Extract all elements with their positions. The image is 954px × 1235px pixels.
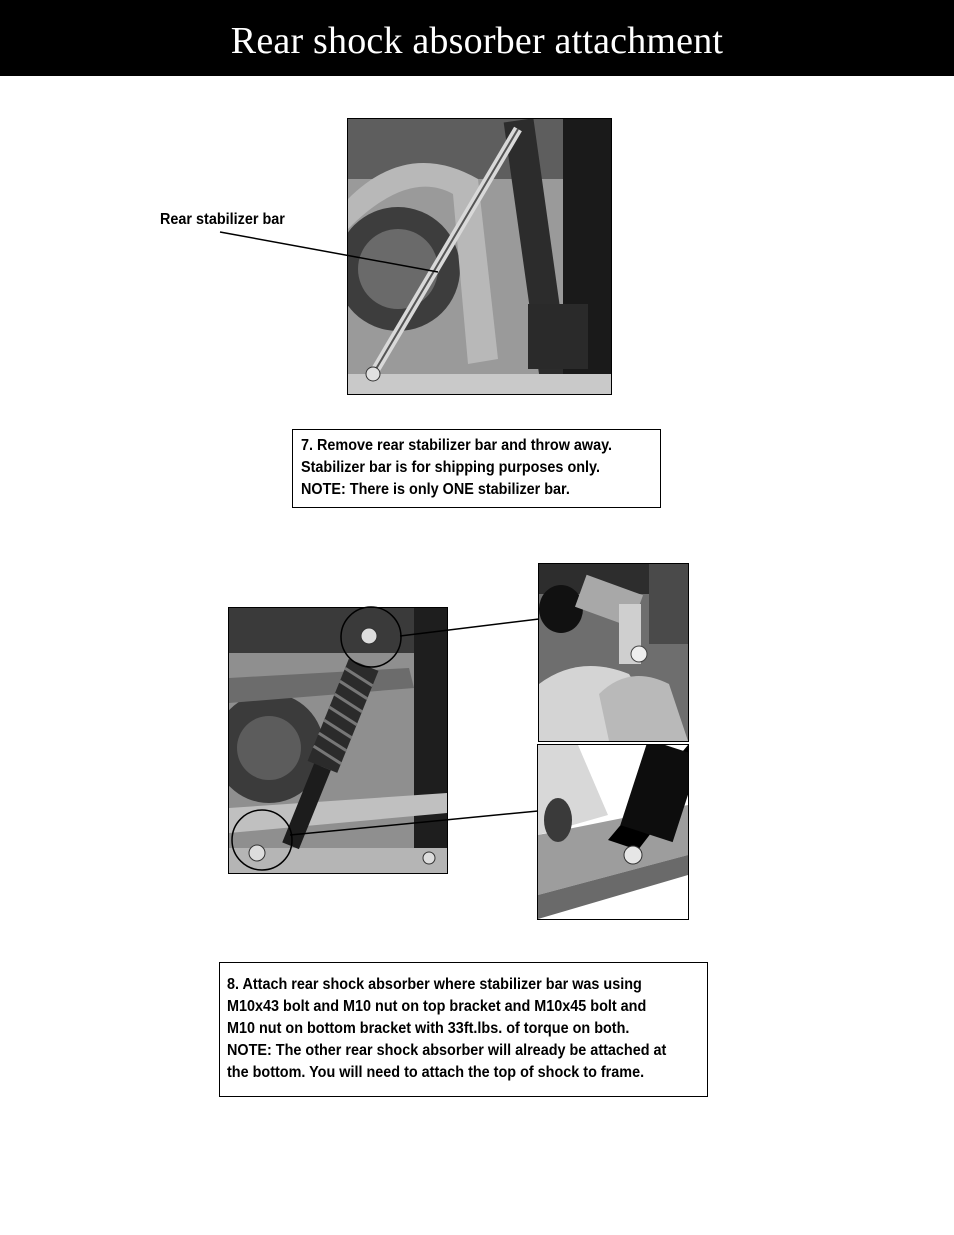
step8-line: M10x43 bolt and M10 nut on top bracket and M10x45 bolt and [227,998,647,1015]
step7-line: 7. Remove rear stabilizer bar and throw away. [301,437,613,454]
step7-line: NOTE: There is only ONE stabilizer bar. [301,481,570,498]
page-header [0,0,954,76]
top-bracket-closeup-photo [538,563,689,742]
shock-absorber-photo [228,607,448,874]
step8-line: the bottom. You will need to attach the top of shock to frame. [227,1064,645,1081]
step8-instructions [219,962,708,1097]
bottom-bracket-closeup-photo [537,744,689,920]
step7-instructions [292,429,661,508]
step8-line: NOTE: The other rear shock absorber will already be attached at [227,1042,667,1059]
step7-line: Stabilizer bar is for shipping purposes only. [301,459,600,476]
stabilizer-bar-photo [347,118,612,395]
step8-line: 8. Attach rear shock absorber where stabilizer bar was using [227,976,642,993]
step8-line: M10 nut on bottom bracket with 33ft.lbs. of torque on both. [227,1020,630,1037]
rear-stabilizer-bar-label: Rear stabilizer bar [160,211,285,228]
page-title: Rear shock absorber attachment [230,20,724,62]
